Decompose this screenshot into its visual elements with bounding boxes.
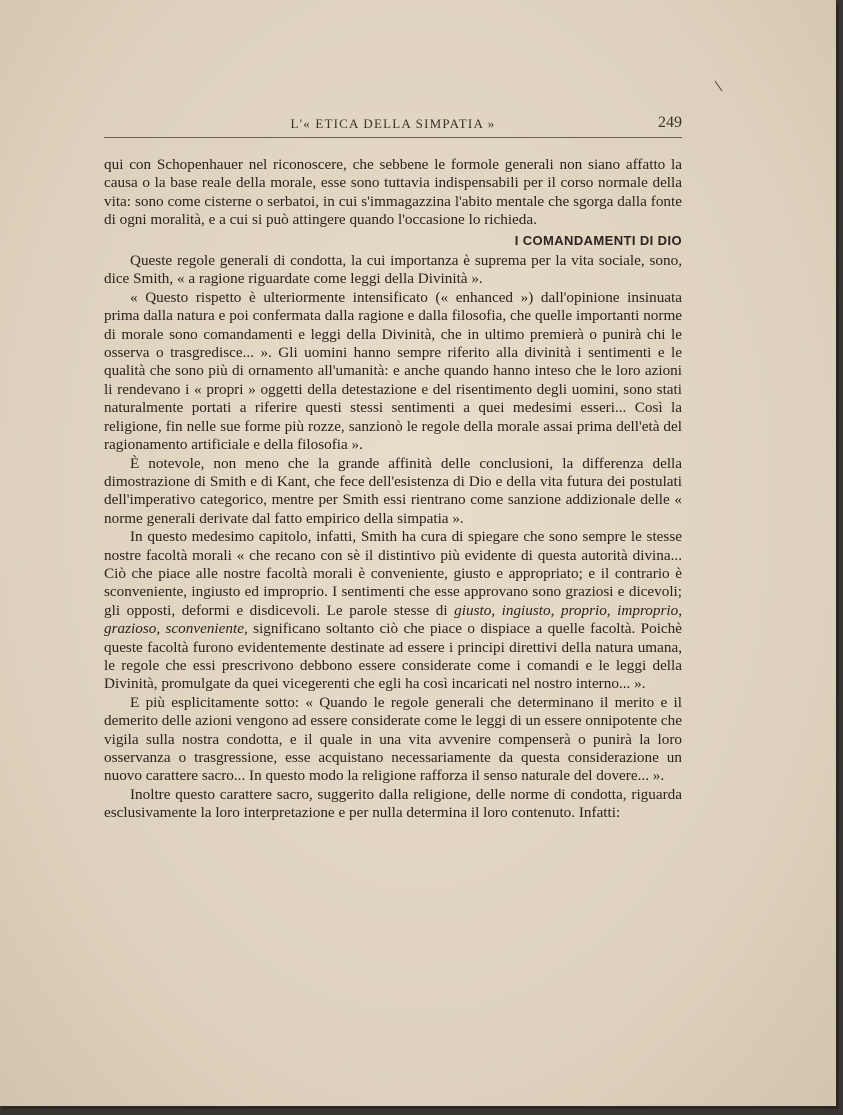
paragraph-text: significano soltanto ciò che piace o dispiace a quelle facoltà. Poichè queste facoltà furono evidentemente destinate ad essere i principi direttivi della natura umana, le regole che essi prescrivono debbono essere considerate come i comandi e le leggi della Divinità, promulgate da quei vicegerenti che egli ha così incaricati nel nostro interno... ». (104, 620, 683, 693)
header-rule (104, 137, 682, 138)
running-title: L'« ETICA DELLA SIMPATIA » (290, 116, 496, 131)
pencil-mark (715, 81, 723, 91)
paragraph: qui con Schopenhauer nel riconoscere, che sebbene le formole generali non siano affatto la causa o la base reale della morale, esse sono tuttavia indispensabili per il corso normale della vita: sono come cisterne o serbatoi, in cui s'immagazzina l'abito mentale che sgorga dalla fonte di ogni moralità, e a cui si può attingere quando l'occasione lo richieda. (104, 156, 682, 229)
paragraph-text: In questo medesimo capitolo, infatti, Smith ha cura di spiegare che sono sempre le stesse nostre facoltà morali « che recano con sè il distintivo più evidente di questa autorità divina... Ciò che piace alle nostre facoltà morali è conveniente, giusto e appropriato; e il contrario è sconveniente, ingiusto ed improprio. I sentimenti che esse approvano sono graziosi e dicevoli; gli opposti, deformi e disdicevoli. Le parole stesse di (104, 528, 682, 619)
italic-terms: giusto, ingiusto, proprio, improprio, grazioso, sconveniente, (104, 601, 683, 638)
paragraph: È notevole, non meno che la grande affinità delle conclusioni, la differenza della dimostrazione di Smith e di Kant, che fece dell'esistenza di Dio e della vita futura dei postulati dell'imperativo categorico, mentre per Smith essi rientrano come sanzione addizionale delle « norme generali derivate dal fatto empirico della simpatia ». (104, 454, 682, 527)
paragraph: Queste regole generali di condotta, la cui importanza è suprema per la vita sociale, sono, dice Smith, « a ragione riguardate come leggi della Divinità ». (104, 252, 682, 288)
paragraph: Inoltre questo carattere sacro, suggerito dalla religione, delle norme di condotta, riguarda esclusivamente la loro interpretazione e per nulla determina il loro contenuto. Infatti: (104, 785, 682, 822)
page-number: 249 (658, 114, 682, 131)
section-heading: I COMANDAMENTI DI DIO (514, 232, 682, 248)
running-header (104, 116, 682, 136)
paragraph: « Questo rispetto è ulteriormente intensificato (« enhanced ») dall'opinione insinuata prima dalla natura e poi confermata dalla ragione e dalla filosofia, che quelle importanti norme di morale sono comandamenti e leggi della Divinità, che in ultimo premierà o punirà chi le osserva o trasgredisce... ». Gli uomini hanno sempre riferito alla divinità i sentimenti e le qualità che sono più di ornamento all'umanità: e anche quando hanno inteso che le loro azioni li rendevano i « propri » oggetti della detestazione e del risentimento degli uomini, sono stati naturalmente portati a riferire questi stessi sentimenti a quei medesimi esseri... Così la religione, fin nelle sue forme più rozze, sanzionò le regole della morale assai prima dell'età del ragionamento artificiale e della filosofia ». (104, 288, 682, 454)
paragraph (104, 528, 682, 694)
body-text (104, 156, 682, 823)
paragraph: E più esplicitamente sotto: « Quando le regole generali che determinano il merito e il demerito delle azioni vengono ad essere considerate come le leggi di un essere onnipotente che vigila sulla nostra condotta, e il quale in una vita avvenire compenserà o punirà la loro osservanza o trasgressione, esse acquistano necessariamente da questa considerazione un nuovo carattere sacro... In questo modo la religione rafforza il senso naturale del dovere... ». (104, 693, 682, 785)
